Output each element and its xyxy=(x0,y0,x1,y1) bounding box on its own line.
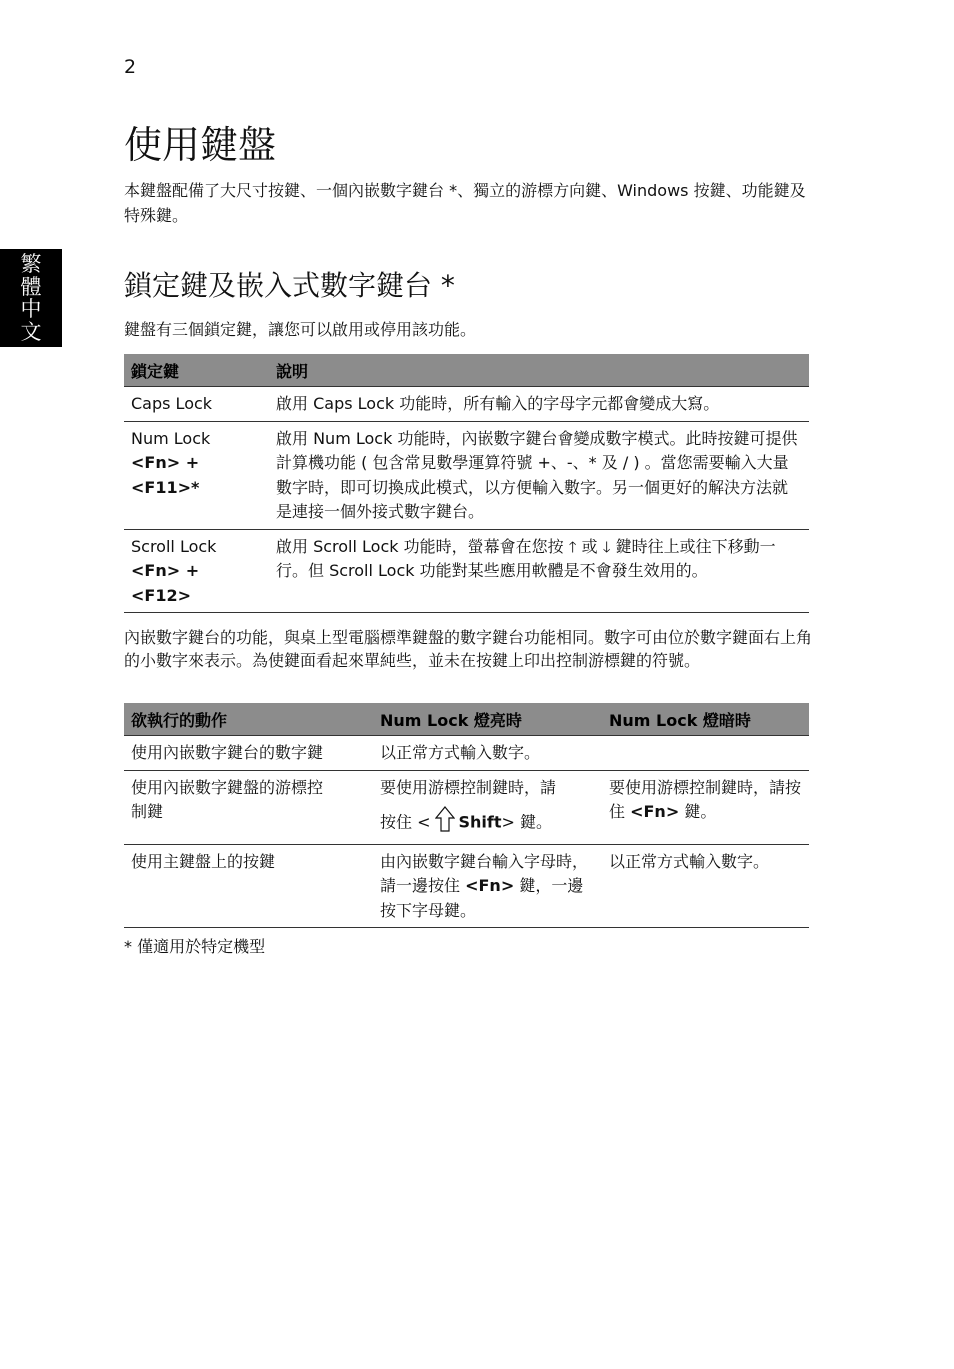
action-cell: 使用內嵌數字鍵盤的游標控制鍵 xyxy=(124,770,373,844)
numlock-on-cell xyxy=(373,770,602,844)
table-header-row xyxy=(124,354,809,387)
key-name-cell xyxy=(124,529,269,613)
numpad-paragraph: 內嵌數字鍵台的功能，與桌上型電腦標準鍵盤的數字鍵台功能相同。數字可由位於數字鍵面右上角的小數字來表示。為使鍵面看起來單純些，並未在按鍵上印出控制游標鍵的符號。 xyxy=(124,628,813,670)
cell-text: > 鍵。 xyxy=(501,812,553,832)
numlock-on-cell: 以正常方式輸入數字。 xyxy=(373,736,602,771)
lock-keys-table xyxy=(124,354,809,613)
fn-key-label: <Fn> xyxy=(630,802,680,821)
table-row xyxy=(124,421,809,529)
footnote: * 僅適用於特定機型 xyxy=(124,937,266,956)
fn-key-label: <Fn> xyxy=(465,876,515,895)
key-combo: <Fn> + <F11>* xyxy=(131,453,200,497)
action-cell: 使用主鍵盤上的按鍵 xyxy=(124,844,373,928)
cell-text: 鍵，一邊按下字母鍵。 xyxy=(380,876,584,920)
key-name: Scroll Lock xyxy=(131,536,217,556)
page-number: 2 xyxy=(124,56,137,78)
cell-text: 要使用游標控制鍵時，請按住 xyxy=(609,777,802,821)
table-header-cell: Num Lock 燈暗時 xyxy=(602,703,809,736)
section-intro: 鍵盤有三個鎖定鍵，讓您可以啟用或停用該功能。 xyxy=(124,320,477,339)
table-header-cell: 欲執行的動作 xyxy=(124,703,373,736)
cell-text: 由內嵌數字鍵台輸入字母時，請一邊按住 xyxy=(380,851,589,895)
table-row xyxy=(124,529,809,613)
key-name-cell xyxy=(124,421,269,529)
numlock-on-cell xyxy=(373,844,602,928)
description-cell xyxy=(269,529,809,613)
cell-text: 按住 < xyxy=(380,812,431,832)
table-header-cell: 鎖定鍵 xyxy=(124,354,269,387)
numpad-usage-table xyxy=(124,703,809,928)
description-cell: 啟用 Num Lock 功能時，內嵌數字鍵台會變成數字模式。此時按鍵可提供計算機功能 ( 包含常見數學運算符號 +、-、* 及 / ) 。當您需要輸入大量數字時，即可切換成此模式，以方便輸入數字。另一個更好的解決方法就是連接一個外接式數字鍵台。 xyxy=(269,421,809,529)
table-header-row xyxy=(124,703,809,736)
description-text: 或 xyxy=(581,536,598,556)
intro-paragraph: 本鍵盤配備了大尺寸按鍵、一個內嵌數字鍵台 *、獨立的游標方向鍵、Windows 按鍵、功能鍵及特殊鍵。 xyxy=(124,181,806,225)
table-row xyxy=(124,387,809,422)
page-title: 使用鍵盤 xyxy=(124,123,277,167)
cell-text: 要使用游標控制鍵時，請 xyxy=(380,777,557,797)
table-header-cell: 說明 xyxy=(269,354,809,387)
shift-instruction xyxy=(380,806,595,840)
table-header-cell: Num Lock 燈亮時 xyxy=(373,703,602,736)
numlock-off-cell: 以正常方式輸入數字。 xyxy=(602,844,809,928)
language-side-tab xyxy=(0,249,62,347)
description-text: 鍵時往上或往下移動一行。但 Scroll Lock 功能對某些應用軟體是不會發生效用的。 xyxy=(276,536,776,580)
key-name-cell xyxy=(124,387,269,422)
arrow-up-icon: 🡑 xyxy=(568,537,577,556)
language-side-tab-label: 繁體中文 xyxy=(20,252,42,344)
shift-key-label: Shift xyxy=(458,812,502,832)
cell-text: 鍵。 xyxy=(679,802,717,821)
key-name: Num Lock xyxy=(131,428,211,448)
description-text: 啟用 Scroll Lock 功能時，螢幕會在您按 xyxy=(276,536,564,556)
key-name: Caps Lock xyxy=(131,394,213,413)
numlock-off-cell xyxy=(602,736,809,771)
shift-key-icon xyxy=(435,806,455,840)
key-combo: <Fn> + <F12> xyxy=(131,561,200,605)
table-row xyxy=(124,736,809,771)
section-title: 鎖定鍵及嵌入式數字鍵台 * xyxy=(124,269,455,302)
numlock-off-cell xyxy=(602,770,809,844)
action-cell: 使用內嵌數字鍵台的數字鍵 xyxy=(124,736,373,771)
description-cell: 啟用 Caps Lock 功能時，所有輸入的字母字元都會變成大寫。 xyxy=(269,387,809,422)
table-row xyxy=(124,770,809,844)
table-row xyxy=(124,844,809,928)
arrow-down-icon: 🡓 xyxy=(602,537,611,556)
